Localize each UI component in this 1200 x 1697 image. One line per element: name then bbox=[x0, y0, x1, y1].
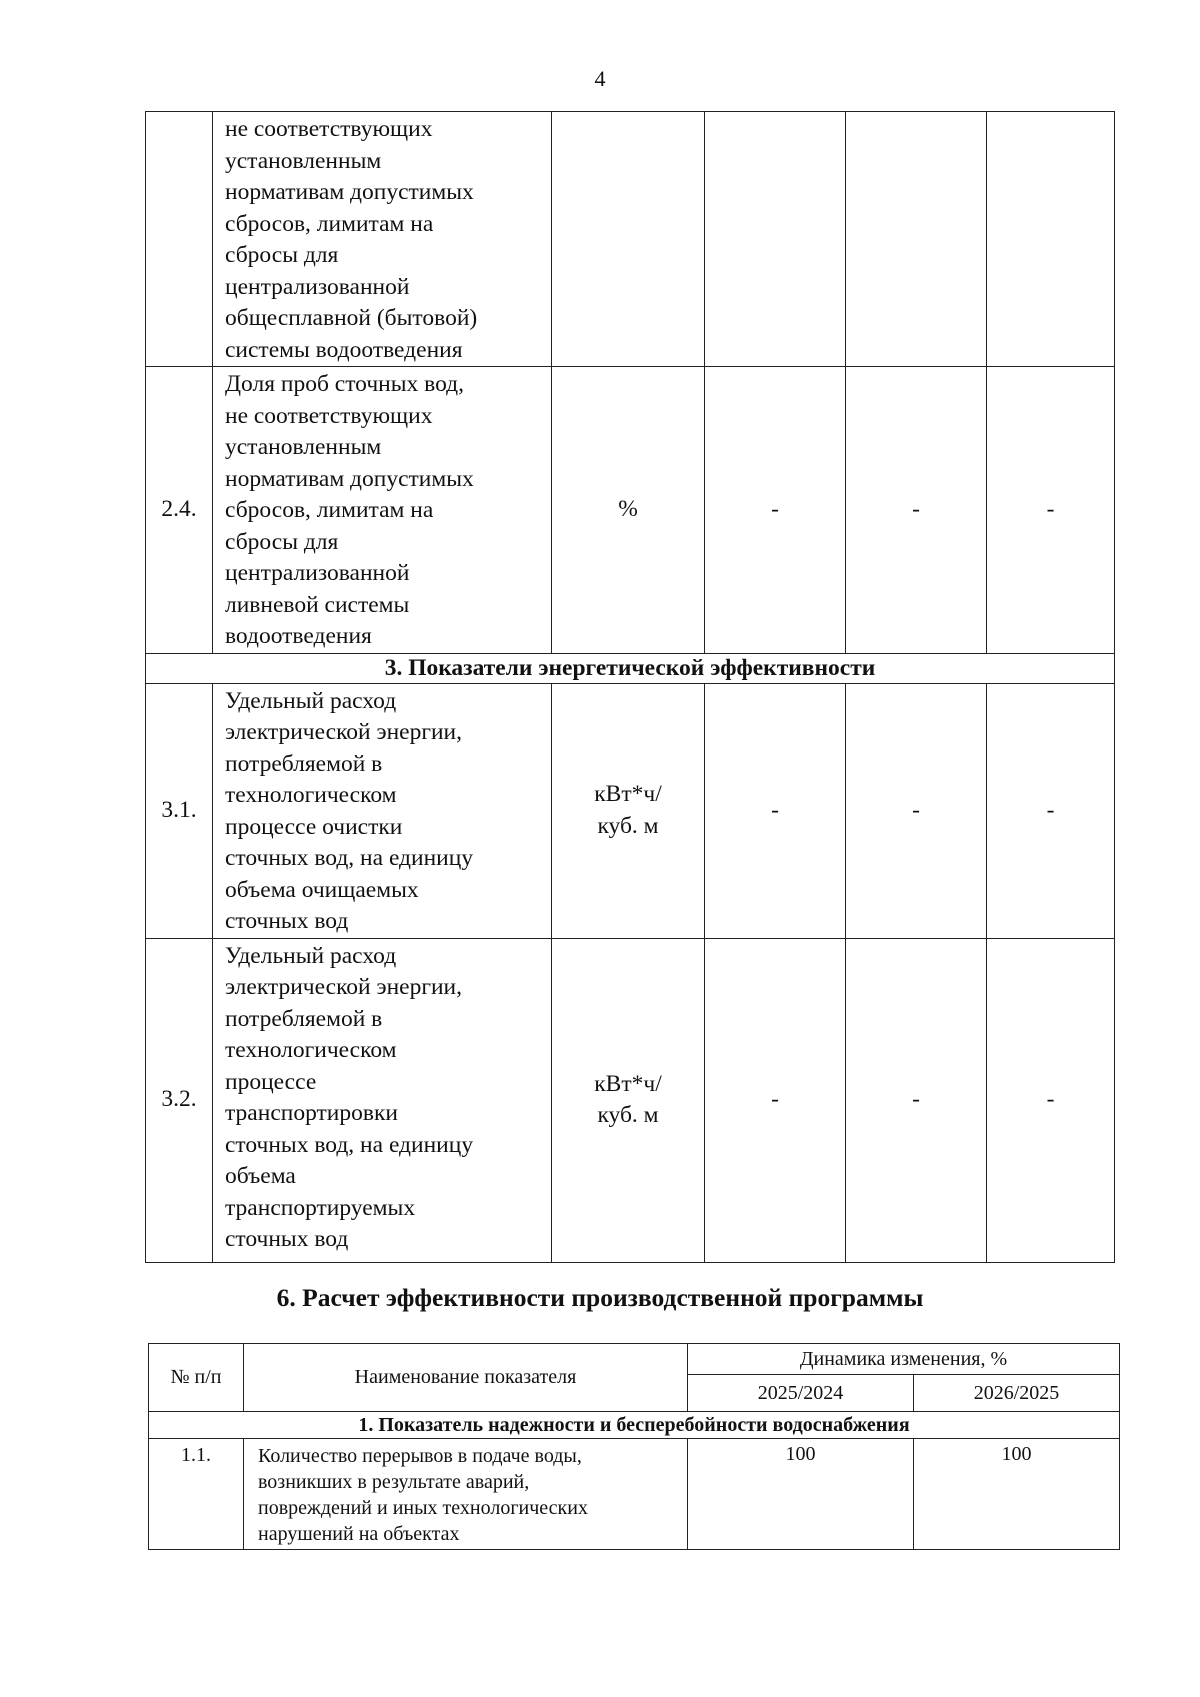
indicator-name-line: общесплавной (бытовой) bbox=[225, 305, 478, 331]
row-number: 2.4. bbox=[146, 367, 213, 654]
unit-line: куб. м bbox=[597, 812, 659, 839]
table-header-row bbox=[149, 1344, 1120, 1375]
unit-line: кВт*ч/ bbox=[594, 1070, 662, 1097]
indicator-name-line: Количество перерывов в подаче воды, bbox=[258, 1445, 582, 1467]
table-row bbox=[146, 112, 1115, 367]
unit-line: куб. м bbox=[597, 1102, 659, 1128]
value-cell: - bbox=[846, 367, 987, 654]
unit-cell: % bbox=[552, 367, 705, 654]
indicator-name-line: сточных вод bbox=[225, 1226, 349, 1252]
indicator-name-line: не соответствующих bbox=[225, 116, 433, 142]
unit-cell bbox=[552, 938, 705, 1262]
value-cell bbox=[846, 112, 987, 367]
indicator-name-line: нормативам допустимых bbox=[225, 465, 474, 492]
column-header-dynamics: Динамика изменения, % bbox=[688, 1344, 1120, 1375]
indicator-name-line: нарушений на объектах bbox=[258, 1523, 460, 1545]
indicator-name-line: Удельный расход bbox=[225, 942, 397, 969]
indicator-name-line: технологическом bbox=[225, 1037, 397, 1063]
value-cell: - bbox=[705, 938, 846, 1262]
indicator-name-line: объема bbox=[225, 1163, 296, 1189]
indicator-name-line: нормативам допустимых bbox=[225, 179, 474, 205]
table-section-row bbox=[146, 653, 1115, 683]
indicator-name-line: транспортировки bbox=[225, 1100, 398, 1126]
table-row bbox=[146, 938, 1115, 1262]
section-title: 1. Показатель надежности и бесперебойности водоснабжения bbox=[149, 1412, 1120, 1439]
indicator-name-line: процессе очистки bbox=[225, 813, 403, 840]
row-number: 3.1. bbox=[146, 683, 213, 938]
section-title: 3. Показатели энергетической эффективности bbox=[146, 653, 1115, 683]
value-cell: - bbox=[705, 367, 846, 654]
indicator-name-line: объема очищаемых bbox=[225, 876, 419, 903]
table-row bbox=[146, 367, 1115, 654]
indicator-name-line: сбросов, лимитам на bbox=[225, 497, 434, 523]
value-cell: - bbox=[987, 938, 1115, 1262]
indicator-name-line: централизованной bbox=[225, 273, 410, 300]
indicator-name-line: централизованной bbox=[225, 560, 410, 586]
value-cell: - bbox=[705, 683, 846, 938]
indicator-name-line: повреждений и иных технологических bbox=[258, 1497, 588, 1519]
indicator-name-line: ливневой системы bbox=[225, 591, 410, 618]
efficiency-table bbox=[148, 1343, 1120, 1550]
indicator-name bbox=[213, 938, 552, 1262]
indicator-name-line: сбросы для bbox=[225, 528, 339, 555]
value-cell bbox=[705, 112, 846, 367]
unit-cell bbox=[552, 683, 705, 938]
indicator-name-line: сточных вод, на единицу bbox=[225, 845, 474, 871]
page-number: 4 bbox=[594, 66, 606, 91]
table-row bbox=[146, 683, 1115, 938]
indicator-name bbox=[213, 112, 552, 367]
indicator-name-line: Удельный расход bbox=[225, 687, 397, 714]
indicator-name-line: сбросы для bbox=[225, 242, 339, 268]
indicator-name-line: системы водоотведения bbox=[225, 336, 463, 363]
column-header-year: 2026/2025 bbox=[914, 1375, 1120, 1412]
indicator-name-line: сбросов, лимитам на bbox=[225, 210, 434, 237]
indicator-name-line: электрической энергии, bbox=[225, 974, 463, 1000]
indicator-name-line: сточных вод bbox=[225, 908, 349, 934]
indicator-name-line: Доля проб сточных вод, bbox=[225, 371, 464, 397]
value-cell: - bbox=[987, 367, 1115, 654]
indicator-name-line: не соответствующих bbox=[225, 402, 433, 429]
indicator-name-line: возникших в результате аварий, bbox=[258, 1471, 530, 1493]
table-row bbox=[149, 1439, 1120, 1550]
indicator-name-line: потребляемой в bbox=[225, 750, 383, 777]
indicator-name-line: транспортируемых bbox=[225, 1194, 416, 1221]
column-header-number: № п/п bbox=[149, 1344, 244, 1412]
value-cell: - bbox=[846, 683, 987, 938]
indicator-name-line: потребляемой в bbox=[225, 1005, 383, 1032]
row-number bbox=[146, 112, 213, 367]
indicator-name-line: водоотведения bbox=[225, 623, 372, 649]
indicator-name-line: технологическом bbox=[225, 782, 397, 808]
indicator-name bbox=[213, 367, 552, 654]
indicator-name bbox=[244, 1439, 688, 1550]
unit-cell bbox=[552, 112, 705, 367]
column-header-year: 2025/2024 bbox=[688, 1375, 914, 1412]
column-header-name: Наименование показателя bbox=[244, 1344, 688, 1412]
value-cell: 100 bbox=[688, 1439, 914, 1550]
indicator-name-line: электрической энергии, bbox=[225, 719, 463, 745]
unit-line: кВт*ч/ bbox=[594, 781, 662, 807]
value-cell: 100 bbox=[914, 1439, 1120, 1550]
indicators-table bbox=[145, 111, 1115, 1263]
table-section-row bbox=[149, 1412, 1120, 1439]
indicator-name-line: процессе bbox=[225, 1068, 317, 1095]
indicator-name-line: установленным bbox=[225, 434, 382, 460]
indicator-name-line: установленным bbox=[225, 147, 382, 174]
value-cell: - bbox=[846, 938, 987, 1262]
indicator-name-line: сточных вод, на единицу bbox=[225, 1131, 474, 1158]
row-number: 3.2. bbox=[146, 938, 213, 1262]
value-cell: - bbox=[987, 683, 1115, 938]
value-cell bbox=[987, 112, 1115, 367]
section-heading: 6. Расчет эффективности производственной программы bbox=[276, 1283, 924, 1312]
indicator-name bbox=[213, 683, 552, 938]
row-number: 1.1. bbox=[149, 1439, 244, 1550]
